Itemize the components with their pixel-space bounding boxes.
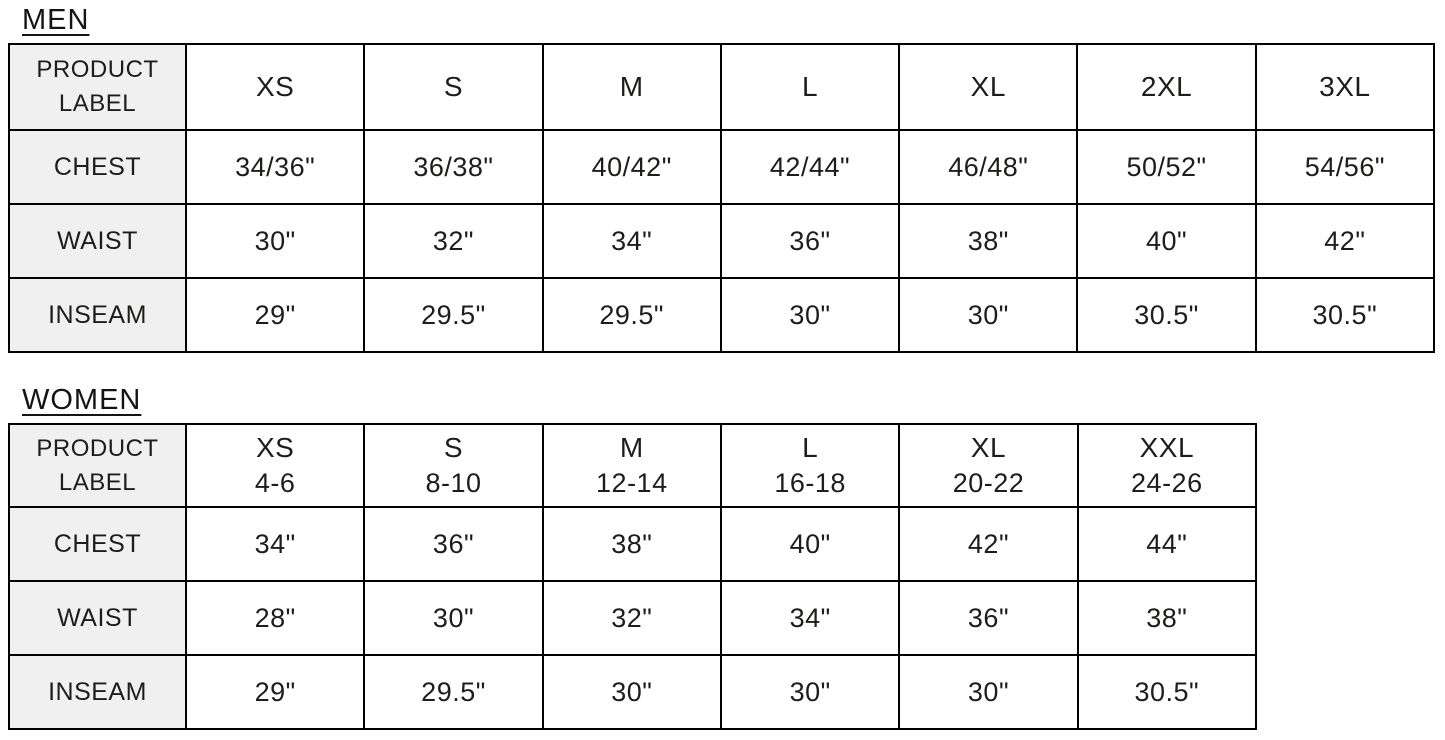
measurement-value: 28" xyxy=(186,581,364,655)
women-section xyxy=(8,384,1437,730)
size-column-header xyxy=(364,424,542,507)
measurement-value: 30" xyxy=(364,581,542,655)
measurement-value: 30" xyxy=(186,204,364,278)
women-section-title: WOMEN xyxy=(22,384,142,416)
measurement-value: 42" xyxy=(1256,204,1434,278)
size-column-header xyxy=(543,424,721,507)
measurement-label: CHEST xyxy=(9,507,186,581)
measurement-value: 42" xyxy=(899,507,1077,581)
size-label: XS xyxy=(255,70,295,102)
measurement-value: 30.5" xyxy=(1077,278,1255,352)
measurement-value: 29" xyxy=(186,278,364,352)
measurement-value: 36" xyxy=(721,204,899,278)
measurement-row xyxy=(9,130,1434,204)
product-label-header xyxy=(9,44,186,130)
size-column-header xyxy=(186,424,364,507)
product-label-header xyxy=(9,424,186,507)
size-label: S xyxy=(443,432,464,464)
measurement-value: 40" xyxy=(1077,204,1255,278)
size-label: M xyxy=(619,432,644,464)
measurement-value: 34" xyxy=(721,581,899,655)
measurement-label: CHEST xyxy=(9,130,186,204)
size-label: 2XL xyxy=(1140,70,1193,102)
product-label-header-text: PRODUCT LABEL xyxy=(36,434,159,496)
size-number-range: 20-22 xyxy=(952,467,1025,498)
size-number-range: 24-26 xyxy=(1131,467,1203,498)
measurement-value: 54/56" xyxy=(1256,130,1434,204)
men-section-title: MEN xyxy=(22,4,90,36)
header-row xyxy=(9,424,1256,507)
size-number-range: 4-6 xyxy=(254,467,296,498)
size-label: L xyxy=(802,432,819,464)
measurement-row xyxy=(9,204,1434,278)
size-label: M xyxy=(619,70,644,102)
size-label: XS xyxy=(255,432,295,464)
product-label-header-text: PRODUCT LABEL xyxy=(36,56,159,117)
measurement-label: INSEAM xyxy=(9,655,186,729)
header-row xyxy=(9,44,1434,130)
size-column-header xyxy=(186,44,364,130)
measurement-value: 30" xyxy=(721,655,899,729)
measurement-value: 40" xyxy=(721,507,899,581)
size-label: XXL xyxy=(1139,432,1195,464)
measurement-value: 29.5" xyxy=(364,278,542,352)
measurement-label: INSEAM xyxy=(9,278,186,352)
measurement-value: 46/48" xyxy=(899,130,1077,204)
measurement-value: 29.5" xyxy=(364,655,542,729)
measurement-value: 34" xyxy=(543,204,721,278)
size-label: S xyxy=(443,70,464,102)
measurement-row xyxy=(9,507,1256,581)
measurement-label: WAIST xyxy=(9,581,186,655)
size-number-range: 16-18 xyxy=(774,467,846,498)
measurement-value: 34" xyxy=(186,507,364,581)
measurement-value: 30" xyxy=(721,278,899,352)
measurement-value: 44" xyxy=(1078,507,1256,581)
women-size-table xyxy=(8,423,1257,730)
size-label: XL xyxy=(970,432,1007,464)
size-column-header xyxy=(1077,44,1255,130)
size-column-header xyxy=(1256,44,1434,130)
size-number-range: 8-10 xyxy=(425,467,482,498)
measurement-value: 32" xyxy=(364,204,542,278)
men-size-table xyxy=(8,43,1435,353)
measurement-row xyxy=(9,581,1256,655)
measurement-value: 38" xyxy=(543,507,721,581)
measurement-value: 38" xyxy=(899,204,1077,278)
measurement-value: 30" xyxy=(543,655,721,729)
measurement-value: 30" xyxy=(899,655,1077,729)
size-column-header xyxy=(1078,424,1256,507)
men-section xyxy=(8,4,1437,353)
size-column-header xyxy=(721,44,899,130)
measurement-value: 32" xyxy=(543,581,721,655)
measurement-value: 42/44" xyxy=(721,130,899,204)
measurement-value: 38" xyxy=(1078,581,1256,655)
measurement-row xyxy=(9,655,1256,729)
size-number-range: 12-14 xyxy=(596,467,668,498)
measurement-value: 34/36" xyxy=(186,130,364,204)
measurement-value: 29.5" xyxy=(543,278,721,352)
size-column-header xyxy=(364,44,542,130)
measurement-row xyxy=(9,278,1434,352)
size-column-header xyxy=(899,44,1077,130)
measurement-value: 36/38" xyxy=(364,130,542,204)
measurement-value: 40/42" xyxy=(543,130,721,204)
measurement-value: 36" xyxy=(899,581,1077,655)
measurement-value: 36" xyxy=(364,507,542,581)
measurement-value: 30" xyxy=(899,278,1077,352)
measurement-value: 50/52" xyxy=(1077,130,1255,204)
size-column-header xyxy=(721,424,899,507)
measurement-label: WAIST xyxy=(9,204,186,278)
measurement-value: 30.5" xyxy=(1256,278,1434,352)
size-label: 3XL xyxy=(1319,70,1371,102)
size-label: L xyxy=(801,70,819,102)
measurement-value: 29" xyxy=(186,655,364,729)
size-label: XL xyxy=(970,70,1006,102)
size-column-header xyxy=(543,44,721,130)
size-column-header xyxy=(899,424,1077,507)
measurement-value: 30.5" xyxy=(1078,655,1256,729)
